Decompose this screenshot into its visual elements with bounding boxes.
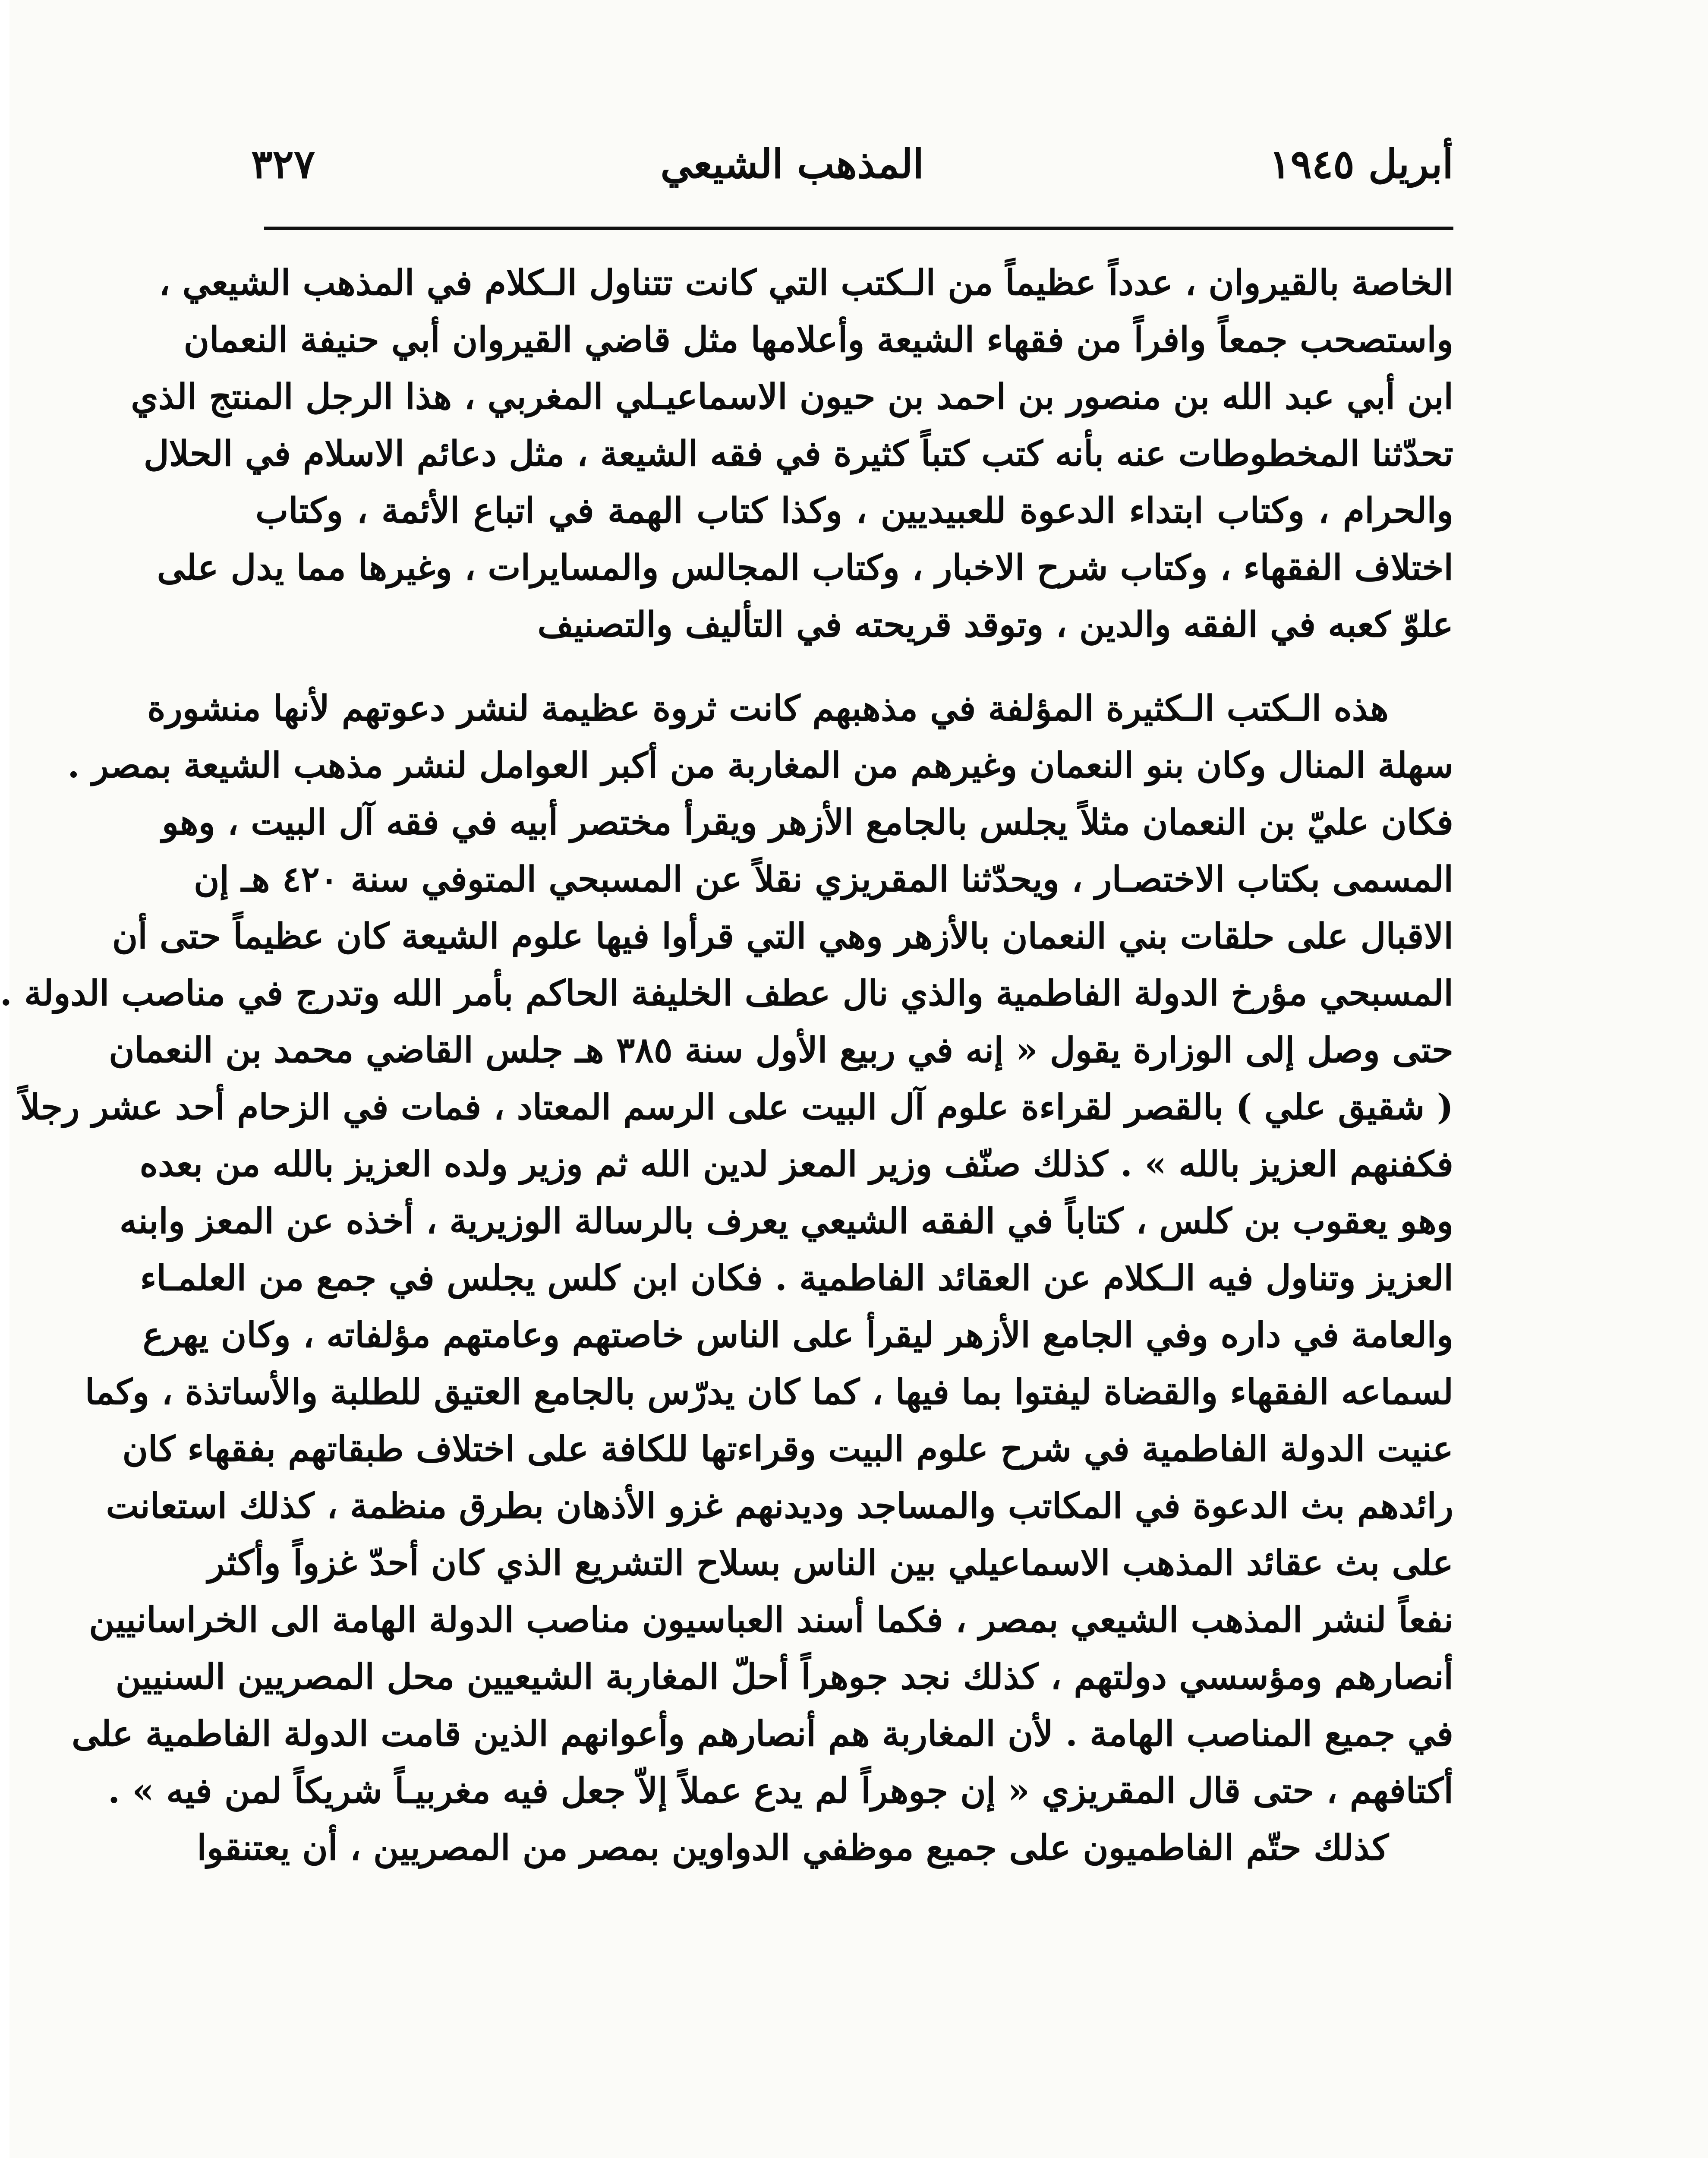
text-line: والحرام ، وكتاب ابتداء الدعوة للعبيديين ، وكذا كتاب الهمة في اتباع الأئمة ، وكتاب bbox=[255, 490, 1453, 531]
text-line: علوّ كعبه في الفقه والدين ، وتوقد قريحته في التأليف والتصنيف bbox=[537, 604, 1453, 645]
paragraph-1 bbox=[131, 255, 1453, 653]
paragraph-3 bbox=[197, 1820, 1453, 1877]
text-line: تحدّثنا المخطوطات عنه بأنه كتب كتباً كثيرة في فقه الشيعة ، مثل دعائم الاسلام في الحلال bbox=[143, 433, 1453, 474]
paragraph-spacing bbox=[255, 653, 1453, 680]
text-line: ابن أبي عبد الله بن منصور بن احمد بن حيون الاسماعيـلي المغربي ، هذا الرجل المنتج الذي bbox=[131, 376, 1453, 417]
text-line: واستصحب جمعاً وافراً من فقهاء الشيعة وأعلامها مثل قاضي القيروان أبي حنيفة النعمان bbox=[183, 319, 1453, 360]
text-line: العزيز وتناول فيه الـكلام عن العقائد الفاطمية . فكان ابن كلس يجلس في جمع من العلمـاء bbox=[140, 1258, 1453, 1299]
text-line: عنيت الدولة الفاطمية في شرح علوم البيت وقراءتها للكافة على اختلاف طبقاتهم بفقهاء كان bbox=[122, 1429, 1453, 1470]
text-line: المسمى بكتاب الاختصـار ، ويحدّثنا المقريزي نقلاً عن المسبحي المتوفي سنة ٤٢٠ هـ إن bbox=[193, 859, 1453, 900]
paragraph-2 bbox=[0, 680, 1453, 1820]
text-line: الاقبال على حلقات بني النعمان بالأزهر وهي التي قرأوا فيها علوم الشيعة كان عظيماً حتى أن bbox=[112, 916, 1453, 957]
text-line: الخاصة بالقيروان ، عدداً عظيماً من الـكتب التي كانت تتناول الـكلام في المذهب الشيعي ، bbox=[159, 262, 1453, 303]
text-line: ( شقيق علي ) بالقصر لقراءة علوم آل البيت على الرسم المعتاد ، فمات في الزحام أحد عشر رجلاً bbox=[20, 1087, 1453, 1128]
header-date: أبريل ١٩٤٥ bbox=[1269, 141, 1453, 187]
body-text bbox=[0, 255, 1453, 1877]
header-page-number: ٣٢٧ bbox=[251, 141, 315, 187]
text-line: لسماعه الفقهاء والقضاة ليفتوا بما فيها ، كما كان يدرّس بالجامع العتيق للطلبة والأساتذة ، وكما bbox=[85, 1372, 1453, 1413]
text-line: سهلة المنال وكان بنو النعمان وغيرهم من المغاربة من أكبر العوامل لنشر مذهب الشيعة بمصر . bbox=[67, 745, 1453, 786]
text-line: حتى وصل إلى الوزارة يقول « إنه في ربيع الأول سنة ٣٨٥ هـ جلس القاضي محمد بن النعمان bbox=[109, 1030, 1453, 1071]
text-line: فكان عليّ بن النعمان مثلاً يجلس بالجامع الأزهر ويقرأ مختصر أبيه في فقه آل البيت ، وهو bbox=[162, 802, 1453, 843]
text-line: نفعاً لنشر المذهب الشيعي بمصر ، فكما أسند العباسيون مناصب الدولة الهامة الى الخراسانيين bbox=[89, 1600, 1453, 1641]
text-line: رائدهم بث الدعوة في المكاتب والمساجد وديدنهم غزو الأذهان بطرق منظمة ، كذلك استعانت bbox=[106, 1486, 1453, 1527]
text-line: كذلك حتّم الفاطميون على جميع موظفي الدواوين بمصر من المصريين ، أن يعتنقوا bbox=[197, 1827, 1389, 1868]
text-line: وهو يعقوب بن كلس ، كتاباً في الفقه الشيعي يعرف بالرسالة الوزيرية ، أخذه عن المعز وابنه bbox=[119, 1201, 1453, 1242]
text-line: في جميع المناصب الهامة . لأن المغاربة هم أنصارهم وأعوانهم الذين قامت الدولة الفاطمية على bbox=[72, 1713, 1453, 1754]
text-line: أكتافهم ، حتى قال المقريزي « إن جوهراً لم يدع عملاً إلاّ جعل فيه مغربيـاً شريكاً لمن فيه » . bbox=[107, 1770, 1453, 1811]
text-line: اختلاف الفقهاء ، وكتاب شرح الاخبار ، وكتاب المجالس والمسايرات ، وغيرها مما يدل على bbox=[157, 547, 1453, 588]
text-line: أنصارهم ومؤسسي دولتهم ، كذلك نجد جوهراً أحلّ المغاربة الشيعيين محل المصريين السنيين bbox=[115, 1656, 1453, 1697]
text-line: على بث عقائد المذهب الاسماعيلي بين الناس بسلاح التشريع الذي كان أحدّ غزواً وأكثر bbox=[208, 1543, 1453, 1584]
text-line: والعامة في داره وفي الجامع الأزهر ليقرأ على الناس خاصتهم وعامتهم مؤلفاته ، وكان يهرع bbox=[142, 1315, 1453, 1356]
header-chapter-title: المذهب الشيعي bbox=[660, 141, 924, 187]
text-line: فكفنهم العزيز بالله » . كذلك صنّف وزير المعز لدين الله ثم وزير ولده العزيز بالله من بعده bbox=[139, 1144, 1453, 1185]
header-divider bbox=[264, 227, 1453, 230]
running-header bbox=[251, 125, 1453, 203]
text-line: المسبحي مؤرخ الدولة الفاطمية والذي نال عطف الخليفة الحاكم بأمر الله وتدرج في مناصب الدولة . bbox=[0, 973, 1453, 1014]
text-line: هذه الـكتب الـكثيرة المؤلفة في مذهبهم كانت ثروة عظيمة لنشر دعوتهم لأنها منشورة bbox=[147, 688, 1389, 729]
